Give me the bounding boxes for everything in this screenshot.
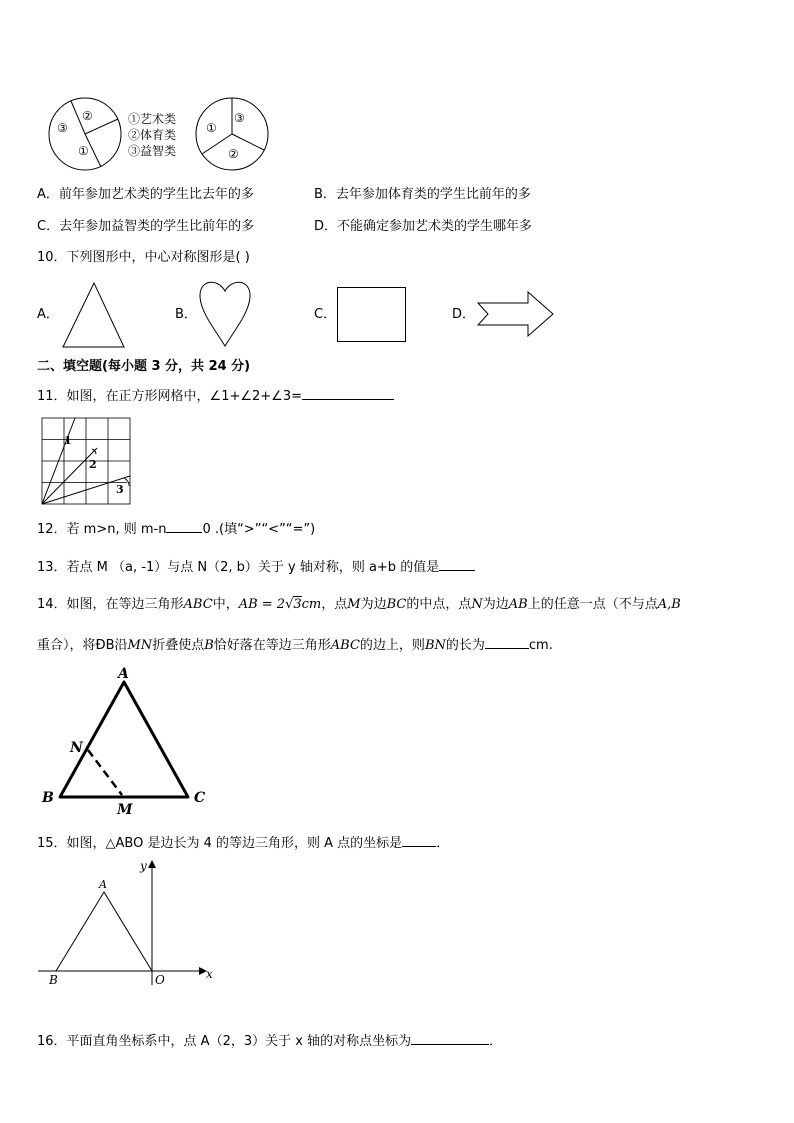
q16-prefix: 16．平面直角坐标系中，点 A（2，3）关于 x 轴的对称点坐标为 [37,1034,412,1049]
q14-text-2e: 的长为 [445,638,485,653]
q14-text-2d: 的边上，则 [359,638,425,653]
q13-prefix: 13．若点 M （a, -1）与点 N（2, b）关于 y 轴对称，则 a+b 的值是 [37,560,440,575]
q14-n: N [471,597,483,612]
q15-label-y: y [140,859,147,873]
left-pie-chart [49,98,121,170]
right-pie-label-1: ① [206,121,217,135]
q14-text-1a: 14．如图，在等边三角形 [37,597,184,612]
q15-label-a: A [99,878,107,891]
q15-text [37,832,449,853]
q14-m: M [347,597,361,612]
q14-abc-2: ABC [330,638,360,653]
q14-triangle-figure [36,662,216,818]
q10-stem: 10．下列图形中，中心对称图形是( ) [37,250,250,265]
q15-suffix: ． [436,836,450,851]
q11-answer-blank [302,385,394,400]
q13-answer-blank [439,556,475,571]
q11-text [37,385,394,406]
q14-text-1b: 中， [212,597,239,612]
q15-label-x: x [206,967,213,981]
q14-text-1f: 为边 [482,597,509,612]
q14-label-m: M [117,802,133,818]
left-pie-label-2: ③ [57,121,68,135]
q14-line-1 [37,596,681,614]
q14-text-2b: 折叠使点 [152,638,205,653]
q11-angle-label-3: 3 [116,483,124,496]
q12-suffix: 0 .(填“>”“<”“=”) [202,522,316,537]
q14-ab-points: A,B [657,597,681,612]
q14-text-2c: 恰好落在等边三角形 [213,638,331,653]
q14-label-c: C [194,790,206,806]
q16-suffix: ． [489,1034,503,1049]
q14-label-a: A [118,666,129,682]
q14-text-1d: 为边 [360,597,387,612]
q13-text [37,556,475,577]
q12-answer-blank [166,518,202,533]
q14-text-2a: 重合），将ÐB沿 [37,638,128,653]
left-pie-label-1: ② [82,109,93,123]
q10-figure-rectangle [336,286,408,344]
q11-grid-figure [40,416,132,506]
legend-item-art: ①艺术类 [128,112,177,126]
q14-text-1e: 的中点，点 [406,597,472,612]
q14-ab-expr: AB = 2 [238,597,286,612]
right-pie-chart [196,98,268,170]
q14-line-2 [37,634,553,655]
q10-label-c: C． [314,307,337,322]
q15-label-o: O [155,973,165,987]
q14-text-1g: 上的任意一点（不与点 [527,597,658,612]
q10-label-b: B． [175,307,197,322]
q10-figure-arrow [476,290,556,338]
q12-prefix: 12．若 m>n, 则 m-n [37,522,167,537]
q9-option-c: C．去年参加益智类的学生比前年的多 [37,219,255,234]
pie-charts-figure [40,92,280,174]
q11-prefix: 11．如图，在正方形网格中，∠1+∠2+∠3= [37,389,302,404]
q15-coordinate-figure [36,857,222,993]
q14-bn: BN [424,638,446,653]
legend-item-puzzle: ③益智类 [128,144,177,158]
q9-option-d: D．不能确定参加艺术类的学生哪年多 [314,219,533,234]
q14-ab: AB [508,597,528,612]
q15-label-b: B [49,973,58,987]
q15-answer-blank [402,832,436,847]
q14-label-n: N [70,740,83,756]
q16-answer-blank [411,1030,489,1045]
q16-text [37,1030,502,1051]
q14-text-2f: cm. [528,638,553,653]
q14-abc: ABC [183,597,213,612]
q11-angle-label-1: 1 [64,434,72,447]
q11-angle-label-2: 2 [89,458,97,471]
q10-label-d: D． [452,307,476,322]
q9-option-a: A．前年参加艺术类的学生比去年的多 [37,187,254,202]
q14-sqrt-sign: √ [285,597,294,612]
q10-figure-triangle [60,280,128,350]
legend-item-sports: ②体育类 [128,128,177,142]
q14-text-1c: ，点 [321,597,348,612]
q10-label-a: A． [37,307,59,322]
q14-mn: MN [127,638,153,653]
q14-unit: cm [301,597,322,612]
q14-b: B [204,638,214,653]
pie-legend [128,111,176,158]
q10-figure-heart [196,277,254,349]
section-heading: 二、填空题(每小题 3 分，共 24 分) [37,359,251,374]
right-pie-label-2: ③ [234,111,245,125]
q14-bc: BC [386,597,407,612]
right-pie-label-3: ② [228,147,239,161]
q14-answer-blank [485,634,529,649]
left-pie-label-3: ① [78,144,89,158]
q9-option-b: B．去年参加体育类的学生比前年的多 [314,187,531,202]
q15-prefix: 15．如图，△ABO 是边长为 4 的等边三角形，则 A 点的坐标是 [37,836,403,851]
q12-text [37,518,315,539]
q14-label-b: B [42,790,54,806]
q14-sqrt-value: 3 [293,597,302,612]
